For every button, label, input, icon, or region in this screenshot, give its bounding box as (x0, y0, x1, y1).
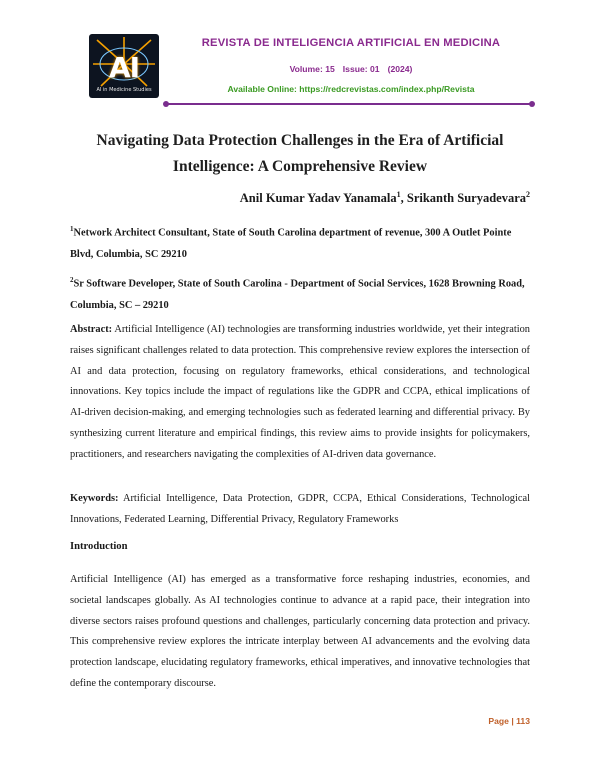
affiliation-sup: 2 (70, 276, 74, 284)
abstract (70, 320, 530, 466)
journal-issue: Issue: 01 (342, 64, 380, 74)
journal-year: (2024) (387, 64, 413, 74)
intro-paragraph: Artificial Intelligence (AI) has emerged as a transformative force reshaping industries, economies, and societal landscapes globally. As AI technologies continue to advance at a rapid pace, their integration into diverse sectors raises profound questions and challenges, particularly concerning data protection and privacy. This comprehensive review explores the intricate interplay between AI advancements and the evolving data protection landscape, elucidating regulatory frameworks, ethical imperatives, and innovative technologies that define the contemporary discourse. (70, 574, 530, 689)
abstract-text: Artificial Intelligence (AI) technologies are transforming industries worldwide, yet their integration raises significant challenges related to data protection. This comprehensive review explores the intersection of AI and data protection, focusing on regulatory frameworks, ethical considerations, and technological innovations. Key topics include the impact of regulations like the GDPR and CCPA, ethical implications of AI-driven decision-making, and emerging technologies such as federated learning and differential privacy. By synthesizing current literature and empirical findings, this review aims to provide insights for policymakers, practitioners, and researchers navigating the complexities of AI-driven data governance. (70, 324, 530, 460)
author-name: Srikanth Suryadevara (406, 191, 526, 206)
journal-title: REVISTA DE INTELIGENCIA ARTIFICIAL EN MEDICINA (201, 37, 501, 49)
intro-heading: Introduction (70, 541, 128, 552)
affiliation-1 (70, 219, 530, 265)
author-sup: 2 (526, 190, 530, 199)
affiliation-2 (70, 270, 530, 316)
author-separator: , (400, 191, 407, 206)
journal-logo (89, 34, 159, 98)
header-divider (166, 103, 532, 105)
journal-volume: Volume: 15 (289, 64, 335, 74)
abstract-label: Abstract: (70, 324, 113, 335)
author-sup: 1 (396, 190, 401, 199)
page-number: Page | 113 (488, 716, 530, 726)
logo-subtitle: AI in Medicine Studies (96, 87, 152, 93)
affiliation-text: Network Architect Consultant, State of South Carolina department of revenue, 300 A Outlet Pointe Blvd, Columbia, SC 29210 (70, 227, 512, 260)
journal-volume-line (171, 64, 531, 74)
affiliation-sup: 1 (70, 225, 74, 233)
keywords (70, 489, 530, 531)
author-line (240, 190, 530, 206)
paper-title: Navigating Data Protection Challenges in the Era of Artificial Intelligence: A Comprehensive Review (96, 132, 504, 175)
keywords-label: Keywords: (70, 493, 119, 504)
logo-mark: AI (108, 51, 140, 84)
author-name: Anil Kumar Yadav Yanamala (239, 191, 397, 206)
keywords-text: Artificial Intelligence, Data Protection, GDPR, CCPA, Ethical Considerations, Technological Innovations, Federated Learning, Differential Privacy, Regulatory Frameworks (70, 493, 530, 525)
affiliation-text: Sr Software Developer, State of South Carolina - Department of Social Services, 1628 Browning Road, Columbia, SC – 29210 (70, 278, 525, 311)
journal-url-link[interactable]: Available Online: https://redcrevistas.com/index.php/Revista (227, 84, 475, 94)
